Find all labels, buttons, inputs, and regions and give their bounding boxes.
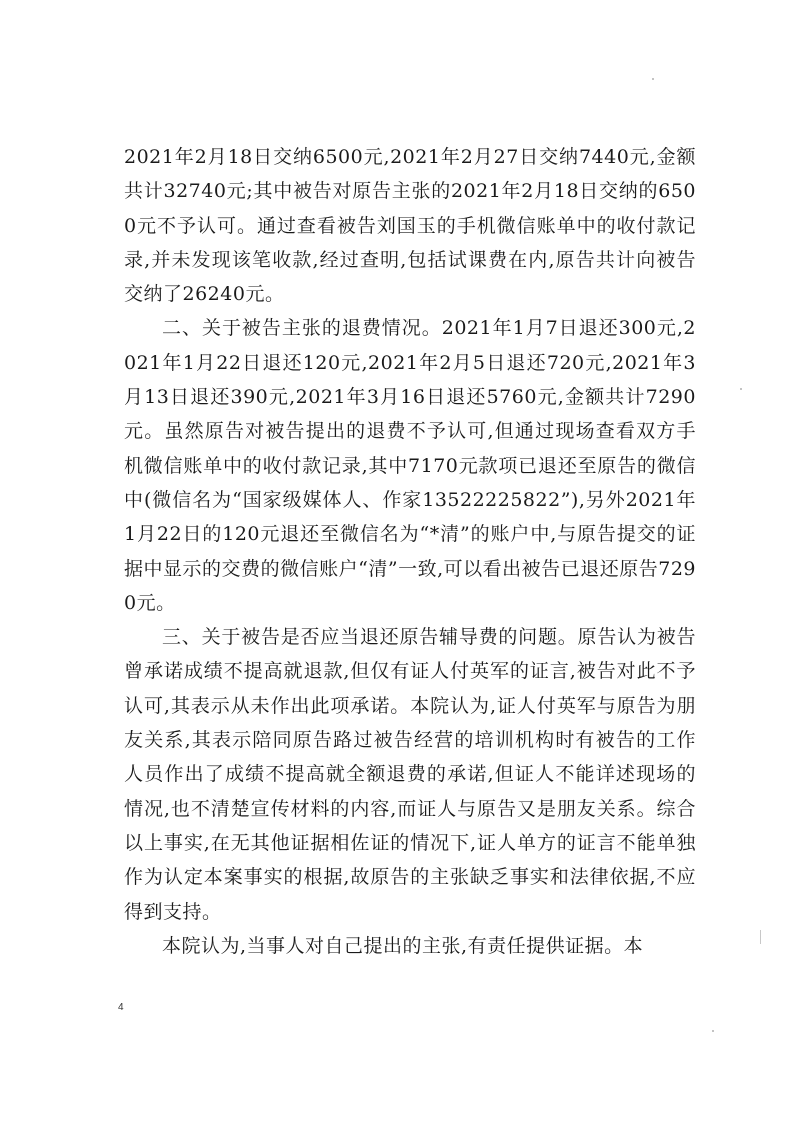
document-body [124,140,696,963]
page-number: 4 [118,1002,124,1013]
paragraph-payments: 2021年2月18日交纳6500元,2021年2月27日交纳7440元,金额共计32740元;其中被告对原告主张的2021年2月18日交纳的6500元不予认可。通过查看被告刘国玉的手机微信账单中的收付款记录,并未发现该笔收款,经过查明,包括试课费在内,原告共计向被告交纳了26240元。 [124,146,696,306]
scan-speck [740,388,742,390]
paragraph-tutoring-fee-issue: 三、关于被告是否应当退还原告辅导费的问题。原告认为被告曾承诺成绩不提高就退款,但仅有证人付英军的证言,被告对此不予认可,其表示从未作出此项承诺。本院认为,证人付英军与原告为朋友关系,其表示陪同原告路过被告经营的培训机构时有被告的工作人员作出了成绩不提高就全额退费的承诺,但证人不能详述现场的情况,也不清楚宣传材料的内容,而证人与原告又是朋友关系。综合以上事实,在无其他证据相佐证的情况下,证人单方的证言不能单独作为认定本案事实的根据,故原告的主张缺乏事实和法律依据,不应得到支持。 [124,626,696,923]
paragraph-court-opinion: 本院认为,当事人对自己提出的主张,有责任提供证据。本 [162,934,644,957]
paragraph-refunds: 二、关于被告主张的退费情况。2021年1月7日退还300元,2021年1月22日退还120元,2021年2月5日退还720元,2021年3月13日退还390元,2021年3月16日退还5760元,金额共计7290元。虽然原告对被告提出的退费不予认可,但通过现场查看双方手机微信账单中的收付款记录,其中7170元款项已退还至原告的微信中(微信名为“国家级媒体人、作家13522225822”),另外2021年1月22日的120元退还至微信名为“*清”的账户中,与原告提交的证据中显示的交费的微信账户“清”一致,可以看出被告已退还原告7290元。 [124,317,696,614]
scan-speck [712,1030,714,1032]
scan-mark [760,930,761,944]
scan-speck [652,78,654,80]
